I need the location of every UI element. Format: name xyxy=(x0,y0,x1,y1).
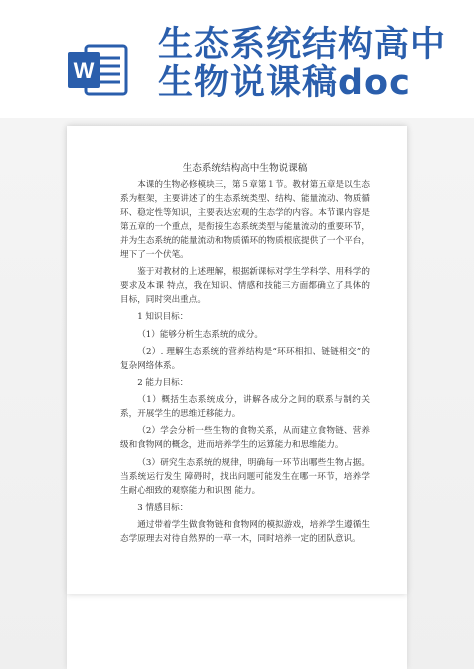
page-title-line-1: 生态系统结构高中 xyxy=(158,25,447,65)
section-label: 3 情感目标： xyxy=(137,502,189,513)
paragraph: 通过带着学生做食物链和食物网的模拟游戏，培养学生遵循生态学原理去对待自然界的一草一木，同时培养一定的团队意识。 xyxy=(120,519,370,544)
word-icon-letter: W xyxy=(73,58,95,83)
document-body xyxy=(120,162,370,549)
paragraph: 鉴于对教材的上述理解，根据新课标对学生学科学、用科学的要求及本课 特点，我在知识、情感和技能三方面都确立了具体的目标，同时突出重点。 xyxy=(120,267,370,306)
paragraph: 本课的生物必修模块三，第５章第１节。教材第五章是以生态系为框架，主要讲述了的生态系统类型、结构、能量流动、物质循环、稳定性等知识，主要表达宏观的生态学的内容。本节课内容是第五章的一个重点，是衔接生态系统类型与能量流动的重要环节，并为生态系统的能量流动和物质循环的物质根底提供了一个平台，埋下了一个伏笔。 xyxy=(120,180,370,260)
section-label: 2 能力目标： xyxy=(137,377,189,388)
document-heading: 生态系统结构高中生物说课稿 xyxy=(182,163,308,174)
paragraph: （2）学会分析一些生物的食物关系，从而建立食物链、营养级和食物网的概念，进而培养学生的运算能力和思维能力。 xyxy=(120,426,370,451)
paragraph: （3）研究生态系统的规律，明确每一环节出哪些生物占据。 当系统运行发生 障碍时，找出问题可能发生在哪一环节，培养学生耐心细致的观察能力和识图 能力。 xyxy=(120,457,370,496)
paragraph: （2）. 理解生态系统的营养结构是“环环相扣、链链相交”的复杂网络体系。 xyxy=(120,346,370,371)
paragraph: （1）概括生态系统成分，讲解各成分之间的联系与制约关系，开展学生的思维迁移能力。 xyxy=(120,395,370,420)
paper-stack xyxy=(67,594,407,669)
paragraph: （1）能够分析生态系统的成分。 xyxy=(137,329,263,340)
section-label: 1 知识目标： xyxy=(137,312,189,323)
word-icon xyxy=(66,40,130,100)
page-title-line-2: 生物说课稿doc xyxy=(158,63,411,103)
